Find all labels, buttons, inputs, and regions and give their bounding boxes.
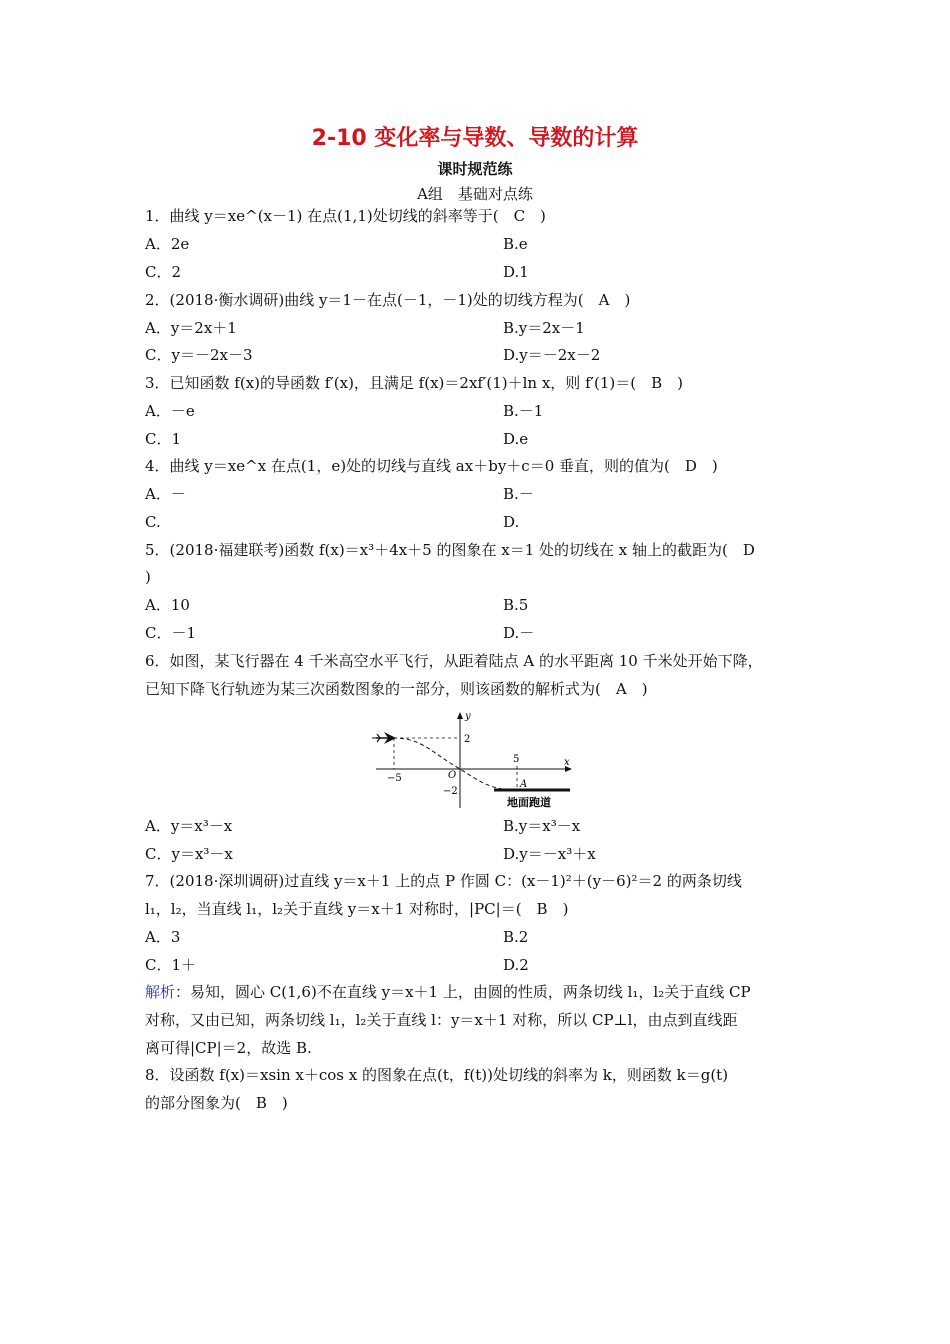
y-axis-label: y xyxy=(465,711,471,722)
option-c: C．2 xyxy=(145,263,182,281)
option-a: A．－e xyxy=(145,402,195,420)
option-d: D.y＝－x³＋x xyxy=(503,845,596,863)
descent-figure xyxy=(372,708,582,812)
question-8: 8．设函数 f(x)＝xsin x＋cos x 的图象在点(t，f(t))处切线的斜率为 k，则函数 k＝g(t) xyxy=(145,1066,729,1084)
solution-line-3: 离可得|CP|＝2，故选 B. xyxy=(145,1039,312,1057)
solution-label: 解析 xyxy=(145,983,176,1001)
runway-label: 地面跑道 xyxy=(507,796,551,809)
option-d: D.2 xyxy=(503,956,529,974)
airplane-icon xyxy=(376,732,396,744)
option-d: D. xyxy=(503,513,520,531)
solution-text: ：易知，圆心 C(1,6)不在直线 y＝x＋1 上，由圆的性质，两条切线 l₁，l₂关于直线 CP xyxy=(175,983,751,1001)
x-axis-label: x xyxy=(564,757,570,768)
question-5-cont: ) xyxy=(145,568,151,586)
option-b: B.－ xyxy=(503,485,534,503)
group-heading: A组 基础对点练 xyxy=(417,185,533,203)
tick-neg2-label: −2 xyxy=(443,786,458,797)
option-c: C．－1 xyxy=(145,624,197,642)
question-4: 4．曲线 y＝xe^x 在点(1，e)处的切线与直线 ax＋by＋c＝0 垂直，则的值为( D ) xyxy=(145,457,718,475)
option-b: B.5 xyxy=(503,596,529,614)
question-7: 7．(2018·深圳调研)过直线 y＝x＋1 上的点 P 作圆 C：(x－1)²＋(y－6)²＝2 的两条切线 xyxy=(145,872,742,890)
question-1: 1．曲线 y＝xe^(x－1) 在点(1,1)处切线的斜率等于( C ) xyxy=(145,207,546,225)
option-a: A．3 xyxy=(145,928,181,946)
question-6: 6．如图，某飞行器在 4 千米高空水平飞行，从距着陆点 A 的水平距离 10 千米处开始下降， xyxy=(145,652,763,670)
y-axis-arrow xyxy=(457,712,463,719)
option-c: C．y＝－2x－3 xyxy=(145,346,253,364)
option-a: A．y＝x³－x xyxy=(145,817,233,835)
question-5: 5．(2018·福建联考)函数 f(x)＝x³＋4x＋5 的图象在 x＝1 处的切线在 x 轴上的截距为( D xyxy=(145,541,755,559)
page-title: 2-10 变化率与导数、导数的计算 xyxy=(311,126,639,151)
question-3: 3．已知函数 f(x)的导函数 f′(x)，且满足 f(x)＝2xf′(1)＋ln x，则 f′(1)＝( B ) xyxy=(145,374,683,392)
option-b: B.y＝2x－1 xyxy=(503,319,585,337)
tick-5-label: 5 xyxy=(513,754,520,765)
question-6-cont: 已知下降飞行轨迹为某三次函数图象的一部分，则该函数的解析式为( A ) xyxy=(145,680,648,698)
origin-label: O xyxy=(448,770,457,781)
option-b: B.y＝x³－x xyxy=(503,817,581,835)
question-2: 2．(2018·衡水调研)曲线 y＝1－在点(－1，－1)处的切线方程为( A ) xyxy=(145,291,631,309)
option-d: D.e xyxy=(503,430,529,448)
option-c: C．1 xyxy=(145,430,182,448)
option-d: D.1 xyxy=(503,263,529,281)
page-subtitle: 课时规范练 xyxy=(437,160,513,178)
option-c: C. xyxy=(145,513,161,531)
question-7-cont: l₁，l₂，当直线 l₁，l₂关于直线 y＝x＋1 对称时，|PC|＝( B ) xyxy=(145,900,569,918)
option-b: B.－1 xyxy=(503,402,544,420)
option-b: B.e xyxy=(503,235,528,253)
option-a: A．10 xyxy=(145,596,190,614)
option-c: C．y＝x³－x xyxy=(145,845,233,863)
solution-line-1 xyxy=(145,982,751,1002)
tick-neg5-label: −5 xyxy=(387,773,402,784)
solution-line-2: 对称，又由已知，两条切线 l₁，l₂关于直线 l：y＝x＋1 对称，所以 CP⊥l，由点到直线距 xyxy=(145,1011,738,1029)
option-c: C．1＋ xyxy=(145,956,197,974)
option-a: A．－ xyxy=(145,485,186,503)
option-d: D.－ xyxy=(503,624,535,642)
option-a: A．2e xyxy=(145,235,190,253)
option-d: D.y＝－2x－2 xyxy=(503,346,601,364)
tick-2-label: 2 xyxy=(464,734,471,745)
option-a: A．y＝2x＋1 xyxy=(145,319,237,337)
question-8-cont: 的部分图象为( B ) xyxy=(145,1094,288,1112)
option-b: B.2 xyxy=(503,928,529,946)
point-a-label: A xyxy=(520,779,528,790)
